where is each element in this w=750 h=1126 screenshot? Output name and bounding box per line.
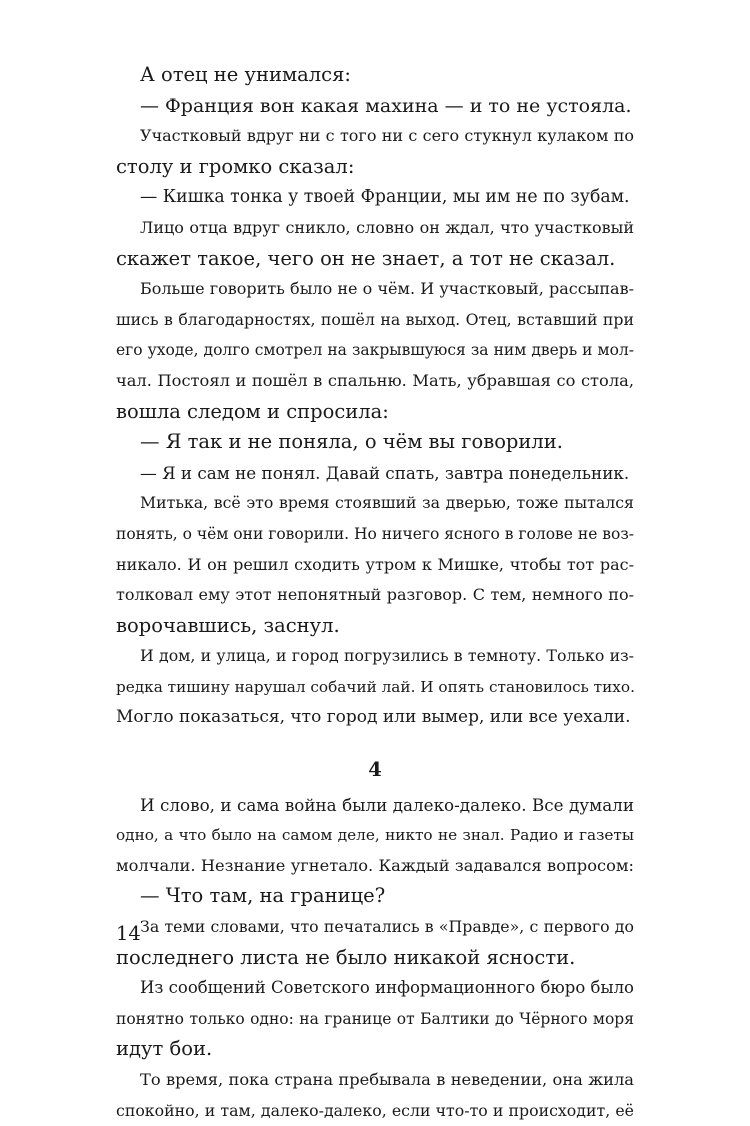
text-line: толковал ему этот непонятный разговор. С тем, немного по-: [116, 585, 634, 605]
text-line: идут бои.: [116, 1037, 213, 1061]
text-line: Больше говорить было не о чём. И участковый, рассыпав-: [140, 279, 634, 299]
text-line: чал. Постоял и пошёл в спальню. Мать, убравшая со стола,: [116, 370, 634, 390]
text-line: — Франция вон какая махина — и то не устояла.: [140, 94, 632, 117]
text-line: Лицо отца вдруг сникло, словно он ждал, что участковый: [140, 217, 634, 237]
page-number: 14: [116, 922, 141, 945]
text-line: Митька, всё это время стоявший за дверью, тоже пытался: [140, 493, 634, 513]
text-line: никало. И он решил сходить утром к Мишке, чтобы тот рас-: [116, 554, 634, 574]
text-line: одно, а что было на самом деле, никто не знал. Радио и газеты: [116, 826, 634, 845]
text-line: его уходе, долго смотрел на закрывшуюся за ним дверь и мол-: [116, 341, 634, 360]
text-line: понятно только одно: на границе от Балтики до Чёрного моря: [116, 1009, 634, 1028]
text-line: То время, пока страна пребывала в неведении, она жила: [140, 1070, 634, 1089]
text-line: понять, о чём они говорили. Но ничего ясного в голове не воз-: [116, 524, 635, 543]
text-line: За теми словами, что печатались в «Правде», с первого до: [140, 917, 634, 937]
text-line: И слово, и сама война были далеко-далеко. Все думали: [140, 794, 634, 815]
text-line: последнего листа не было никакой ясности.: [116, 945, 576, 969]
text-line: — Я и сам не понял. Давай спать, завтра понедельник.: [140, 462, 630, 483]
text-line: редка тишину нарушал собачий лай. И опять становилось тихо.: [116, 677, 635, 696]
text-line: Из сообщений Советского информационного бюро было: [140, 978, 634, 998]
text-line: И дом, и улица, и город погрузились в темноту. Только из-: [140, 646, 634, 666]
text-line: столу и громко сказал:: [116, 154, 355, 178]
text-line: скажет такое, чего он не знает, а тот не сказал.: [116, 246, 616, 270]
body-text: [116, 60, 634, 1126]
text-line: молчали. Незнание угнетало. Каждый задавался вопросом:: [116, 855, 634, 875]
text-line: шись в благодарностях, пошёл на выход. Отец, вставший при: [116, 309, 634, 329]
chapter-heading: 4: [368, 758, 382, 782]
text-line: Участковый вдруг ни с того ни с сего стукнул кулаком по: [140, 126, 634, 146]
text-line: ворочавшись, заснул.: [116, 613, 340, 637]
text-line: вошла следом и спросила:: [116, 399, 389, 423]
text-line: — Что там, на границе?: [140, 884, 386, 908]
text-line: — Кишка тонка у твоей Франции, мы им не по зубам.: [140, 187, 630, 208]
text-line: А отец не унимался:: [140, 63, 351, 86]
text-line: спокойно, и там, далеко-далеко, если что-то и происходит, её: [116, 1100, 634, 1120]
text-line: Могло показаться, что город или вымер, или все уехали.: [116, 707, 631, 728]
text-line: — Я так и не поняла, о чём вы говорили.: [140, 430, 563, 454]
